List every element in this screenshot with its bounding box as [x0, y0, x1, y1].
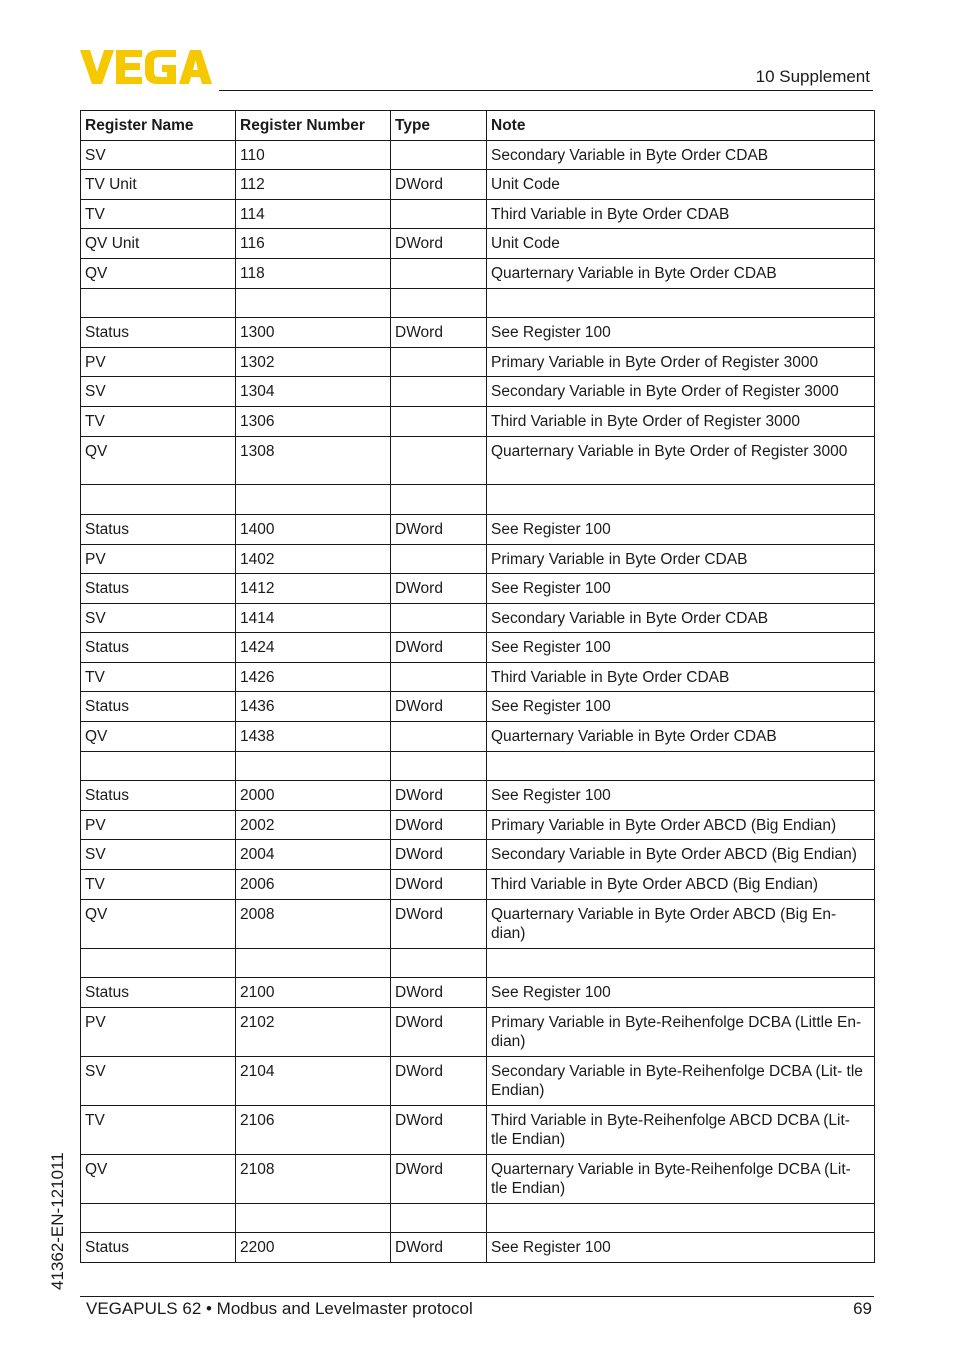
table-row [81, 692, 875, 722]
cell-type [391, 436, 487, 485]
cell-type [391, 406, 487, 436]
cell-register-number: 2200 [236, 1233, 391, 1263]
header-rule [219, 90, 873, 91]
cell-note: Third Variable in Byte Order ABCD (Big Endian) [487, 870, 875, 900]
cell-type [391, 544, 487, 574]
cell-type [391, 288, 487, 318]
cell-register-name [81, 751, 236, 781]
table-row [81, 170, 875, 200]
cell-type [391, 485, 487, 515]
cell-register-name: Status [81, 978, 236, 1008]
cell-note: See Register 100 [487, 633, 875, 663]
cell-register-number: 1308 [236, 436, 391, 485]
column-header-register-name: Register Name [81, 111, 236, 141]
cell-register-number: 2102 [236, 1007, 391, 1056]
cell-note: Secondary Variable in Byte Order CDAB [487, 140, 875, 170]
cell-register-number [236, 485, 391, 515]
cell-note: Primary Variable in Byte Order ABCD (Big Endian) [487, 810, 875, 840]
cell-register-number: 2002 [236, 810, 391, 840]
cell-register-number: 1402 [236, 544, 391, 574]
table-row [81, 1056, 875, 1105]
footer-rule [80, 1296, 874, 1297]
table-row [81, 318, 875, 348]
cell-register-name: QV Unit [81, 229, 236, 259]
table-row [81, 1203, 875, 1233]
cell-type: DWord [391, 1154, 487, 1203]
cell-type [391, 140, 487, 170]
cell-type [391, 722, 487, 752]
cell-type: DWord [391, 899, 487, 948]
cell-note: Unit Code [487, 229, 875, 259]
table-row [81, 258, 875, 288]
table-row [81, 751, 875, 781]
table-row [81, 1007, 875, 1056]
cell-type: DWord [391, 1105, 487, 1154]
cell-note: Third Variable in Byte Order of Register 3000 [487, 406, 875, 436]
cell-register-name: QV [81, 722, 236, 752]
cell-register-number: 114 [236, 199, 391, 229]
table-row [81, 1154, 875, 1203]
cell-register-number [236, 751, 391, 781]
cell-note: Quarternary Variable in Byte Order CDAB [487, 258, 875, 288]
cell-register-name: TV Unit [81, 170, 236, 200]
section-title: 10 Supplement [755, 67, 870, 86]
cell-type: DWord [391, 514, 487, 544]
cell-type [391, 347, 487, 377]
cell-note: Unit Code [487, 170, 875, 200]
cell-type: DWord [391, 229, 487, 259]
cell-type: DWord [391, 810, 487, 840]
cell-register-name: Status [81, 1233, 236, 1263]
cell-register-number [236, 1203, 391, 1233]
cell-note: See Register 100 [487, 781, 875, 811]
table-row [81, 288, 875, 318]
table-row [81, 485, 875, 515]
cell-type: DWord [391, 1233, 487, 1263]
cell-type: DWord [391, 1007, 487, 1056]
cell-register-number: 118 [236, 258, 391, 288]
cell-register-number: 2106 [236, 1105, 391, 1154]
cell-register-name: SV [81, 840, 236, 870]
table-row [81, 899, 875, 948]
table-row [81, 781, 875, 811]
table-row [81, 199, 875, 229]
cell-register-name: TV [81, 199, 236, 229]
column-header-type: Type [391, 111, 487, 141]
cell-type: DWord [391, 840, 487, 870]
cell-type: DWord [391, 574, 487, 604]
cell-type [391, 662, 487, 692]
cell-note: Primary Variable in Byte-Reihenfolge DCBA (Little En- dian) [487, 1007, 875, 1056]
cell-note: Quarternary Variable in Byte-Reihenfolge DCBA (Lit- tle Endian) [487, 1154, 875, 1203]
cell-note: Secondary Variable in Byte Order of Register 3000 [487, 377, 875, 407]
cell-type [391, 603, 487, 633]
cell-register-number: 1300 [236, 318, 391, 348]
table-row [81, 662, 875, 692]
cell-register-number: 1424 [236, 633, 391, 663]
register-table [80, 110, 875, 1263]
cell-register-number: 2104 [236, 1056, 391, 1105]
cell-register-name: PV [81, 810, 236, 840]
cell-type: DWord [391, 633, 487, 663]
cell-register-name: SV [81, 377, 236, 407]
table-row [81, 810, 875, 840]
cell-register-number [236, 948, 391, 978]
footer-title: VEGAPULS 62 • Modbus and Levelmaster protocol [86, 1299, 473, 1318]
cell-type: DWord [391, 318, 487, 348]
cell-register-number: 116 [236, 229, 391, 259]
table-row [81, 978, 875, 1008]
table-row [81, 840, 875, 870]
table-row [81, 574, 875, 604]
table-row [81, 514, 875, 544]
cell-register-number [236, 288, 391, 318]
cell-register-name: Status [81, 318, 236, 348]
cell-register-name: PV [81, 347, 236, 377]
table-row [81, 140, 875, 170]
cell-note: Third Variable in Byte Order CDAB [487, 199, 875, 229]
table-row [81, 948, 875, 978]
cell-register-number: 1438 [236, 722, 391, 752]
cell-register-name: Status [81, 574, 236, 604]
cell-type: DWord [391, 781, 487, 811]
cell-type [391, 751, 487, 781]
cell-register-name: SV [81, 140, 236, 170]
table-body [81, 140, 875, 1262]
cell-register-number: 1414 [236, 603, 391, 633]
cell-register-name: QV [81, 899, 236, 948]
cell-note [487, 948, 875, 978]
cell-note [487, 288, 875, 318]
cell-note: Primary Variable in Byte Order CDAB [487, 544, 875, 574]
table-row [81, 406, 875, 436]
cell-register-name: TV [81, 1105, 236, 1154]
cell-register-name [81, 1203, 236, 1233]
cell-register-number: 1304 [236, 377, 391, 407]
cell-type: DWord [391, 170, 487, 200]
cell-register-name: TV [81, 870, 236, 900]
column-header-register-number: Register Number [236, 111, 391, 141]
cell-note: Quarternary Variable in Byte Order ABCD (Big En- dian) [487, 899, 875, 948]
cell-register-name: PV [81, 544, 236, 574]
cell-type [391, 258, 487, 288]
cell-note: See Register 100 [487, 514, 875, 544]
table-row [81, 436, 875, 485]
cell-register-number: 2000 [236, 781, 391, 811]
cell-type [391, 377, 487, 407]
cell-type: DWord [391, 870, 487, 900]
cell-register-name: Status [81, 633, 236, 663]
column-header-note: Note [487, 111, 875, 141]
cell-register-name: QV [81, 1154, 236, 1203]
cell-register-name: Status [81, 781, 236, 811]
cell-register-name: Status [81, 692, 236, 722]
cell-note: Secondary Variable in Byte Order ABCD (Big Endian) [487, 840, 875, 870]
table-row [81, 1105, 875, 1154]
cell-register-number: 1400 [236, 514, 391, 544]
cell-register-number: 2008 [236, 899, 391, 948]
cell-type: DWord [391, 692, 487, 722]
cell-register-name: Status [81, 514, 236, 544]
cell-register-name: QV [81, 436, 236, 485]
cell-register-number: 1306 [236, 406, 391, 436]
table-row [81, 722, 875, 752]
cell-register-name: PV [81, 1007, 236, 1056]
cell-register-name: TV [81, 406, 236, 436]
cell-register-name: QV [81, 258, 236, 288]
table-row [81, 544, 875, 574]
cell-note [487, 485, 875, 515]
cell-note [487, 1203, 875, 1233]
vega-logo [80, 50, 212, 84]
cell-register-number: 1412 [236, 574, 391, 604]
table-row [81, 347, 875, 377]
cell-type [391, 199, 487, 229]
table-row [81, 603, 875, 633]
cell-register-name [81, 948, 236, 978]
cell-register-name [81, 485, 236, 515]
cell-register-name: SV [81, 603, 236, 633]
cell-note: See Register 100 [487, 1233, 875, 1263]
cell-note: Third Variable in Byte Order CDAB [487, 662, 875, 692]
cell-note [487, 751, 875, 781]
cell-type: DWord [391, 978, 487, 1008]
cell-note: See Register 100 [487, 692, 875, 722]
table-row [81, 870, 875, 900]
cell-register-name [81, 288, 236, 318]
cell-register-number: 1426 [236, 662, 391, 692]
cell-note: Quarternary Variable in Byte Order CDAB [487, 722, 875, 752]
cell-note: Quarternary Variable in Byte Order of Register 3000 [487, 436, 875, 485]
cell-type: DWord [391, 1056, 487, 1105]
cell-type [391, 948, 487, 978]
cell-register-number: 1302 [236, 347, 391, 377]
document-number: 41362-EN-121011 [48, 1152, 67, 1290]
table-row [81, 229, 875, 259]
cell-type [391, 1203, 487, 1233]
cell-note: Secondary Variable in Byte Order CDAB [487, 603, 875, 633]
cell-register-number: 2004 [236, 840, 391, 870]
table-header-row [81, 111, 875, 141]
cell-register-number: 2108 [236, 1154, 391, 1203]
cell-note: See Register 100 [487, 574, 875, 604]
cell-register-number: 110 [236, 140, 391, 170]
cell-note: Primary Variable in Byte Order of Register 3000 [487, 347, 875, 377]
cell-note: See Register 100 [487, 978, 875, 1008]
cell-register-name: TV [81, 662, 236, 692]
page-number: 69 [853, 1299, 872, 1318]
cell-note: Secondary Variable in Byte-Reihenfolge DCBA (Lit- tle Endian) [487, 1056, 875, 1105]
table-row [81, 1233, 875, 1263]
table-row [81, 633, 875, 663]
cell-register-number: 2100 [236, 978, 391, 1008]
cell-register-name: SV [81, 1056, 236, 1105]
table-row [81, 377, 875, 407]
cell-register-number: 2006 [236, 870, 391, 900]
cell-note: Third Variable in Byte-Reihenfolge ABCD DCBA (Lit- tle Endian) [487, 1105, 875, 1154]
cell-register-number: 1436 [236, 692, 391, 722]
cell-note: See Register 100 [487, 318, 875, 348]
cell-register-number: 112 [236, 170, 391, 200]
